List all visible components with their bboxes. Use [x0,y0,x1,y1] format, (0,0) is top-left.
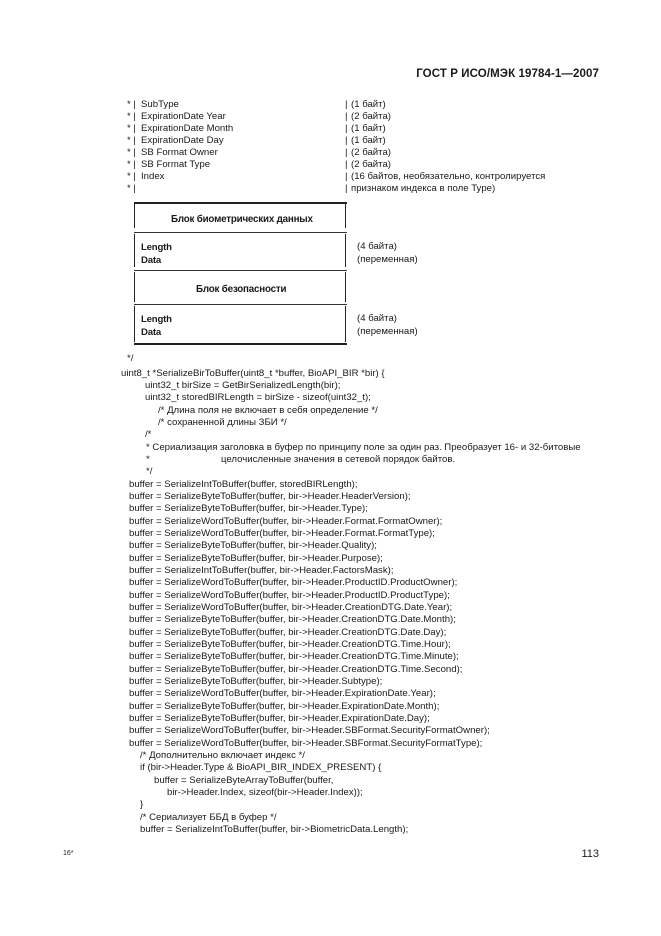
code-comment: /* Дополнительно включает индекс */ [140,750,305,761]
code-comment: /* [145,429,152,440]
code-line: buffer = SerializeByteToBuffer(buffer, bir->Header.Quality); [129,540,377,551]
code-comment: /* Длина поля не включает в себя определение */ [158,405,378,416]
struct-field-name: SB Format Type [141,159,211,170]
biometric-length-size: (4 байта) [357,241,397,252]
code-comment: */ [146,466,153,477]
code-line: buffer = SerializeByteToBuffer(buffer, bir->Header.CreationDTG.Time.Hour); [129,639,451,650]
standard-header: ГОСТ Р ИСО/МЭК 19784-1—2007 [416,68,599,80]
code-line: bir->Header.Index, sizeof(bir->Header.Index)); [167,787,363,798]
struct-field-name: ExpirationDate Day [141,135,224,146]
security-data-label: Data [141,327,161,338]
struct-field-name: ExpirationDate Month [141,123,234,134]
code-comment: * [146,454,150,465]
struct-field-name: SubType [141,99,179,110]
security-block-title: Блок безопасности [196,284,287,295]
struct-field-size: (2 байта) [351,159,391,170]
block-border-left [134,272,135,302]
code-line: buffer = SerializeIntToBuffer(buffer, storedBIRLength); [129,479,358,490]
code-line: uint32_t birSize = GetBirSerializedLength(bir); [145,380,341,391]
signature-mark: 16* [63,850,74,857]
struct-prefix: * | [127,147,136,158]
block-border-right [345,272,346,302]
struct-field-size: (16 байтов, необязательно, контролируется [351,171,546,182]
struct-field-size: (1 байт) [351,123,386,134]
code-line: buffer = SerializeWordToBuffer(buffer, bir->Header.Format.FormatOwner); [129,516,443,527]
code-line: if (bir->Header.Type & BioAPI_BIR_INDEX_PRESENT) { [140,762,382,773]
struct-prefix: * | [127,171,136,182]
struct-separator: | [345,147,348,158]
block-divider [134,232,347,233]
block-border-bottom [134,343,347,345]
code-line: buffer = SerializeByteToBuffer(buffer, bir->Header.CreationDTG.Time.Second); [129,664,463,675]
code-comment: * Сериализация заголовка в буфер по принципу поле за один раз. Преобразует 16- и 32-битовые [146,442,581,453]
code-comment: целочисленные значения в сетевой порядок байтов. [221,454,456,465]
block-border-right [345,203,346,228]
security-length-size: (4 байта) [357,313,397,324]
code-line: buffer = SerializeWordToBuffer(buffer, bir->Header.ExpirationDate.Year); [129,688,436,699]
page-number: 113 [581,848,599,860]
code-line: buffer = SerializeByteToBuffer(buffer, bir->Header.HeaderVersion); [129,491,411,502]
code-line: uint32_t storedBIRLength = birSize - sizeof(uint32_t); [145,392,371,403]
block-border-left [134,234,135,267]
struct-prefix: * | [127,111,136,122]
struct-separator: | [345,171,348,182]
struct-prefix: * | [127,99,136,110]
struct-field-name: Index [141,171,165,182]
block-divider [134,270,347,271]
code-line: buffer = SerializeWordToBuffer(buffer, bir->Header.SBFormat.SecurityFormatType); [129,738,483,749]
code-line: buffer = SerializeByteToBuffer(buffer, bir->Header.CreationDTG.Time.Minute); [129,651,459,662]
code-comment: /* сохраненной длины ЗБИ */ [158,417,287,428]
code-line: } [140,799,144,810]
struct-separator: | [345,183,348,194]
struct-prefix: * | [127,135,136,146]
code-line: buffer = SerializeByteArrayToBuffer(buffer, [154,775,334,786]
code-line: buffer = SerializeByteToBuffer(buffer, bir->Header.CreationDTG.Date.Month); [129,614,456,625]
code-line: buffer = SerializeByteToBuffer(buffer, bir->Header.CreationDTG.Date.Day); [129,627,447,638]
code-line: buffer = SerializeByteToBuffer(buffer, bir->Header.Type); [129,503,368,514]
biometric-block-title: Блок биометрических данных [171,214,313,225]
block-border-left [134,203,135,228]
security-data-size: (переменная) [357,326,418,337]
struct-separator: | [345,159,348,170]
struct-field-size: (1 байт) [351,135,386,146]
struct-prefix: * | [127,183,136,194]
struct-field-size: признаком индекса в поле Type) [351,183,496,194]
biometric-data-size: (переменная) [357,254,418,265]
block-divider [134,304,347,305]
code-line: buffer = SerializeIntToBuffer(buffer, bir->BiometricData.Length); [140,824,409,835]
code-line: buffer = SerializeByteToBuffer(buffer, bir->Header.Subtype); [129,676,383,687]
code-line: buffer = SerializeWordToBuffer(buffer, bir->Header.ProductID.ProductType); [129,590,450,601]
struct-prefix: * | [127,159,136,170]
code-line: buffer = SerializeWordToBuffer(buffer, bir->Header.Format.FormatType); [129,528,435,539]
struct-prefix: * | [127,123,136,134]
function-signature: uint8_t *SerializeBirToBuffer(uint8_t *buffer, BioAPI_BIR *bir) { [121,368,385,379]
code-line: buffer = SerializeWordToBuffer(buffer, bir->Header.ProductID.ProductOwner); [129,577,458,588]
code-line: buffer = SerializeByteToBuffer(buffer, bir->Header.Purpose); [129,553,383,564]
struct-field-size: (2 байта) [351,147,391,158]
struct-field-size: (1 байт) [351,99,386,110]
struct-field-name: SB Format Owner [141,147,218,158]
struct-field-size: (2 байта) [351,111,391,122]
block-border-right [345,306,346,342]
comment-end: */ [127,353,134,364]
block-border-right [345,234,346,267]
security-length-label: Length [141,314,172,325]
struct-separator: | [345,123,348,134]
struct-separator: | [345,111,348,122]
struct-separator: | [345,135,348,146]
biometric-length-label: Length [141,242,172,253]
code-comment: /* Сериализует ББД в буфер */ [140,812,277,823]
struct-field-name: ExpirationDate Year [141,111,226,122]
block-border-left [134,306,135,342]
code-line: buffer = SerializeWordToBuffer(buffer, bir->Header.SBFormat.SecurityFormatOwner); [129,725,490,736]
code-line: buffer = SerializeWordToBuffer(buffer, bir->Header.CreationDTG.Date.Year); [129,602,453,613]
code-line: buffer = SerializeByteToBuffer(buffer, bir->Header.ExpirationDate.Day); [129,713,430,724]
struct-separator: | [345,99,348,110]
biometric-data-label: Data [141,255,161,266]
code-line: buffer = SerializeIntToBuffer(buffer, bir->Header.FactorsMask); [129,565,394,576]
block-border-top [134,202,347,204]
code-line: buffer = SerializeByteToBuffer(buffer, bir->Header.ExpirationDate.Month); [129,701,440,712]
